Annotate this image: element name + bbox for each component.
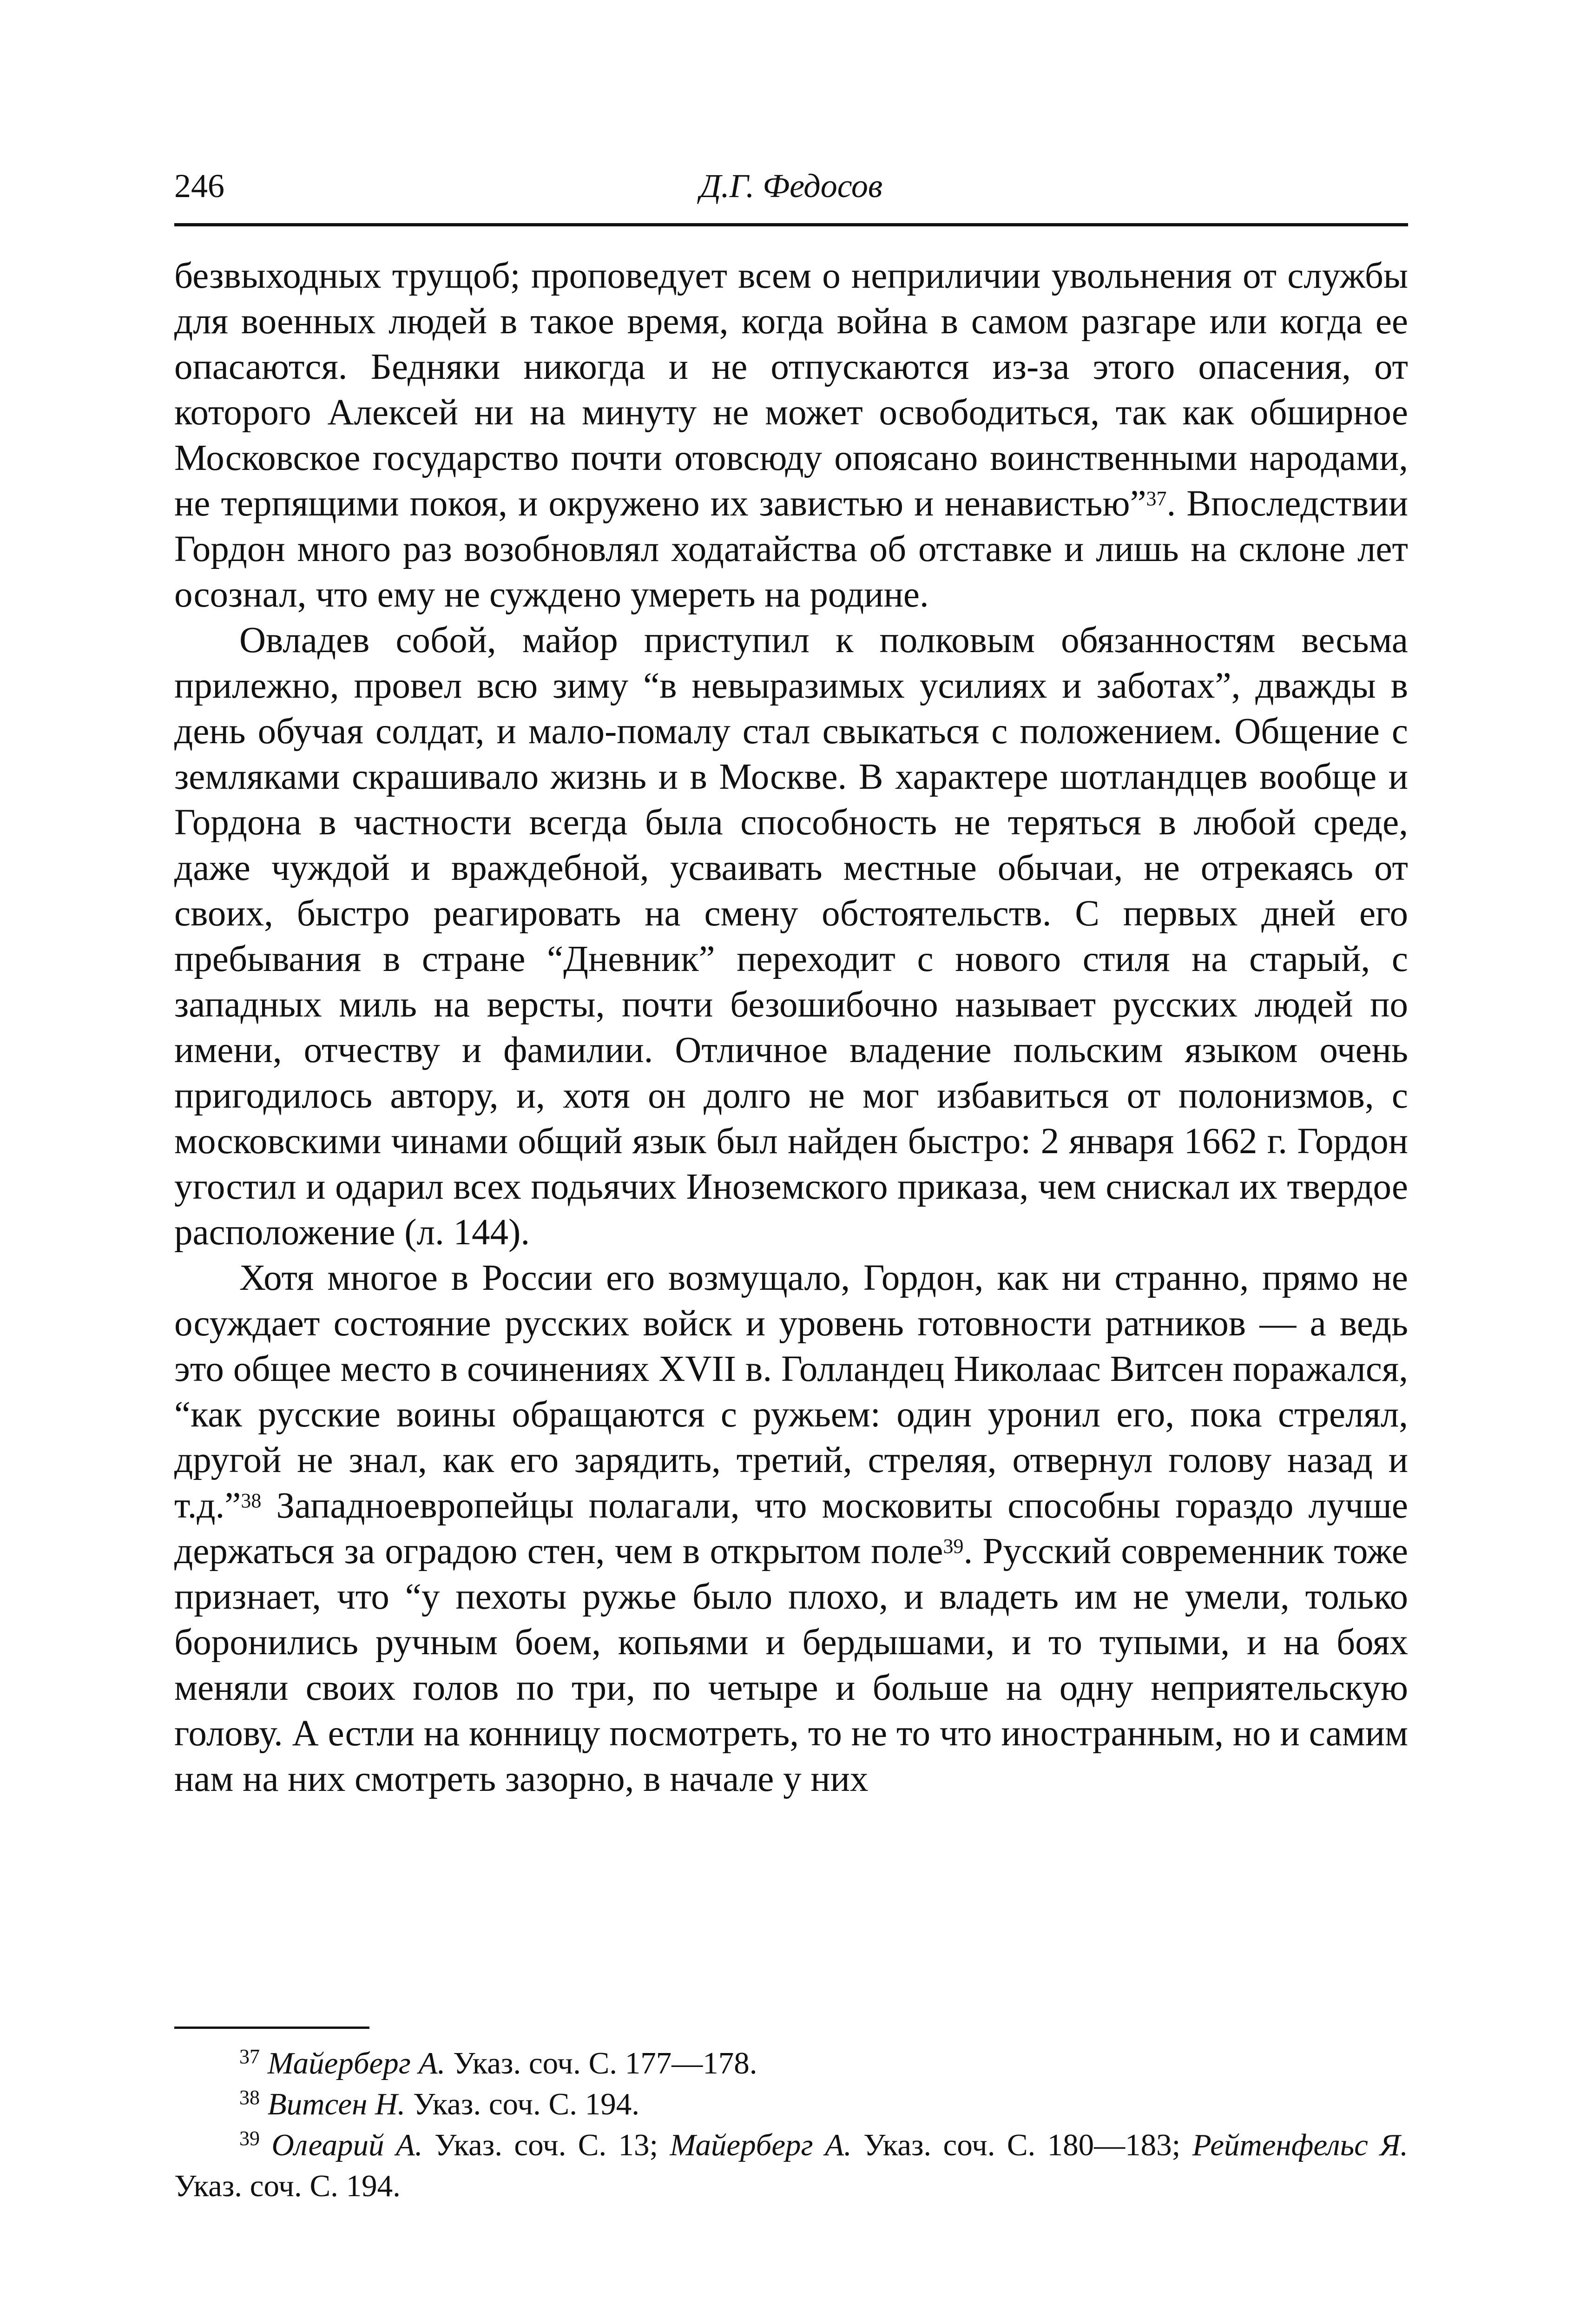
- footnote-number: 38: [239, 2086, 260, 2109]
- footnote-38: [174, 2084, 1408, 2125]
- footnote-ref-37: 37: [1146, 487, 1167, 510]
- footnote-author: Олеарий А.: [271, 2128, 423, 2162]
- paragraph-1-end: . Впоследствии Гордон много раз возобновлял ходатайства об отставке и лишь на склоне лет осознал, что ему не суждено умереть на родине.: [174, 483, 1408, 615]
- running-head: Д.Г. Федосов: [699, 167, 883, 205]
- footnote-text: Указ. соч. С. 194.: [405, 2087, 639, 2121]
- paragraph-2: Овладев собой, майор приступил к полковым обязанностям весьма прилежно, провел всю зиму “в невыразимых усилиях и заботах”, дважды в день обучая солдат, и мало-помалу стал свыкаться с положением. Общение с земляками скрашивало жизнь и в Москве. В характере шотландцев вообще и Гордона в частности всегда была способность не теряться в любой среде, даже чуждой и враждебной, усваивать местные обычаи, не отрекаясь от своих, быстро реагировать на смену обстоятельств. С первых дней его пребывания в стране “Дневник” переходит с нового стиля на старый, с западных миль на версты, почти безошибочно называет русских людей по имени, отчеству и фамилии. Отличное владение польским языком очень пригодилось автору, и, хотя он долго не мог избавиться от полонизмов, с московскими чинами общий язык был найден быстро: 2 января 1662 г. Гордон угостил и одарил всех подьячих Иноземского приказа, чем снискал их твердое расположение (л. 144).: [174, 620, 1408, 1253]
- footnote-39: [174, 2125, 1408, 2206]
- footnote-ref-38: 38: [241, 1489, 262, 1512]
- footnote-ref-39: 39: [943, 1535, 964, 1558]
- footnote-rule: [174, 2027, 369, 2029]
- header-rule: [174, 223, 1408, 226]
- footnote-author: Витсен Н.: [267, 2087, 406, 2121]
- footnote-text: Указ. соч. С. 177—178.: [445, 2046, 757, 2080]
- footnote-author: Рейтенфельс Я.: [1192, 2128, 1409, 2162]
- paragraph-3-part-c: . Русский современник тоже признает, что “у пехоты ружье было плохо, и владеть им не умели, только боронились ручным боем, копьями и бердышами, и то тупыми, и на боях меняли своих голов по три, по четыре и больше на одну неприятельскую голову. А естли на конницу посмотреть, то не то что иностранным, но и самим нам на них смотреть зазорно, в начале у них: [174, 1531, 1408, 1799]
- page-header: [174, 158, 1408, 214]
- page-number: 246: [174, 167, 224, 205]
- footnote-number: 37: [239, 2045, 260, 2068]
- footnote-text: Указ. соч. С. 13;: [422, 2128, 670, 2162]
- footnote-37: [174, 2043, 1408, 2084]
- footnote-number: 39: [239, 2127, 260, 2150]
- footnote-text: Указ. соч. С. 194.: [174, 2169, 401, 2203]
- footnote-author: Майерберг А.: [267, 2046, 446, 2080]
- footnote-author: Майерберг А.: [670, 2128, 852, 2162]
- paragraph-3-part-a: Хотя многое в России его возмущало, Гордон, как ни странно, прямо не осуждает состояние русских войск и уровень готовности ратников — а ведь это общее место в сочинениях XVII в. Голландец Николаас Витсен поражался, “как русские воины обращаются с ружьем: один уронил его, пока стрелял, другой не знал, как его зарядить, третий, стреляя, отвернул голову назад и т.д.”: [174, 1258, 1408, 1526]
- paragraph-1: [174, 253, 1408, 618]
- paragraph-3: [174, 1255, 1408, 1802]
- footnote-text: Указ. соч. С. 180—183;: [851, 2128, 1192, 2162]
- body-text: [174, 253, 1408, 1802]
- paragraph-3-part-b: Западноевропейцы полагали, что московиты способны гораздо лучше держаться за оградою стен, чем в открытом поле: [174, 1486, 1408, 1571]
- footnotes: [174, 2043, 1408, 2206]
- paragraph-1-text: безвыходных трущоб; проповедует всем о неприличии увольнения от службы для военных людей в такое время, когда война в самом разгаре или когда ее опасаются. Бедняки никогда и не отпускаются из-за этого опасения, от которого Алексей ни на минуту не может освободиться, так как обширное Московское государство почти отовсюду опоясано воинственными народами, не терпящими покоя, и окружено их завистью и ненавистью”: [174, 256, 1408, 524]
